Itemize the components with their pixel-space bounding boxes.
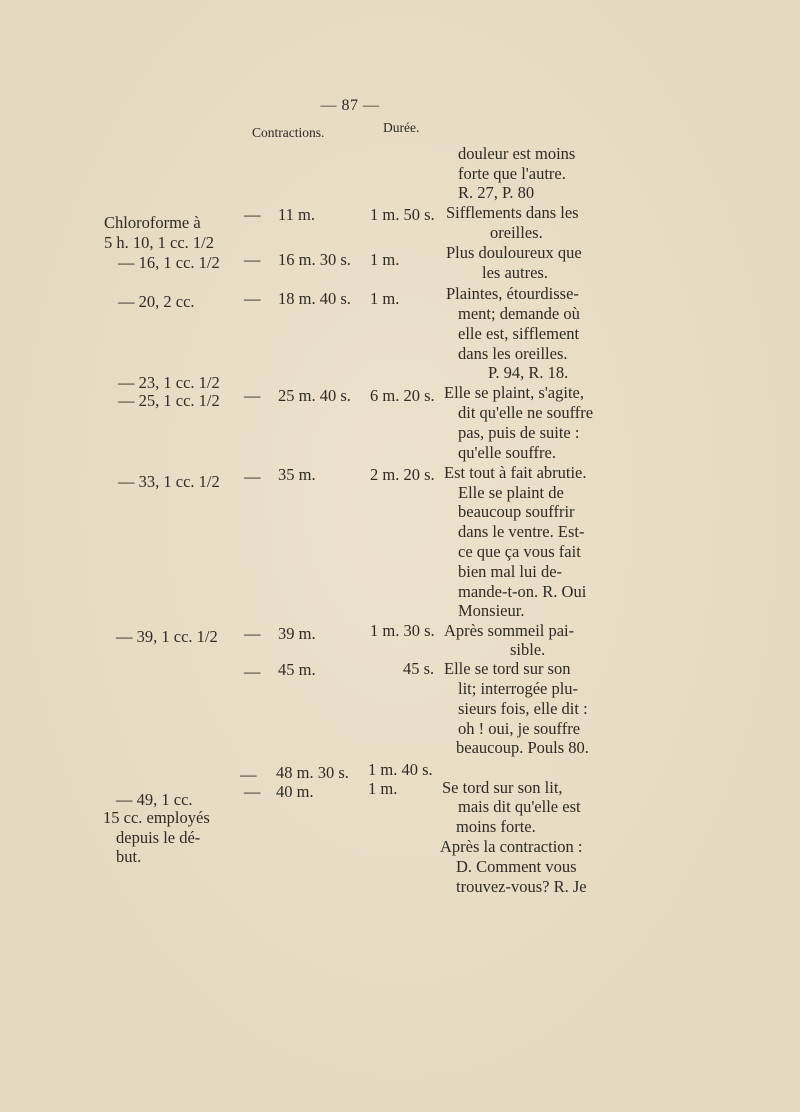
remark-line: Sifflements dans les: [446, 203, 579, 222]
remark-line: ce que ça vous fait: [458, 542, 581, 561]
separator-dash: —: [244, 250, 261, 269]
separator-dash: —: [244, 386, 261, 405]
separator-dash: —: [244, 289, 261, 308]
contraction-time: 18 m. 40 s.: [278, 289, 351, 308]
remark-line: Après la contraction :: [440, 837, 583, 856]
duration-value: 2 m. 20 s.: [370, 465, 435, 484]
remark-line: Elle se tord sur son: [444, 659, 571, 678]
dose-label: 5 h. 10, 1 cc. 1/2: [104, 233, 214, 252]
separator-dash: —: [244, 467, 261, 486]
duration-value: 1 m. 50 s.: [370, 205, 435, 224]
remark-line: Monsieur.: [458, 601, 525, 620]
dose-label: Chloroforme à: [104, 213, 201, 232]
remark-line: bien mal lui de-: [458, 562, 563, 581]
contraction-time: 45 m.: [278, 660, 316, 679]
remark-line: dit qu'elle ne souffre: [458, 403, 594, 422]
remark-line: Après sommeil pai-: [444, 621, 575, 640]
duration-value: 1 m.: [368, 779, 398, 798]
contraction-time: 39 m.: [278, 624, 316, 643]
remark-line: sieurs fois, elle dit :: [458, 699, 588, 718]
remark-line: lit; interrogée plu-: [458, 679, 579, 698]
separator-dash: —: [244, 205, 261, 224]
duration-value: 1 m.: [370, 250, 400, 269]
dose-label: — 33, 1 cc. 1/2: [118, 472, 220, 491]
duration-value: 45 s.: [403, 659, 435, 678]
contraction-time: 35 m.: [278, 465, 316, 484]
remark-line: mais dit qu'elle est: [458, 797, 581, 816]
separator-dash: —: [244, 624, 261, 643]
remark-line: Plus douloureux que: [446, 243, 582, 262]
remark-line: oreilles.: [490, 223, 543, 242]
dose-label: — 16, 1 cc. 1/2: [118, 253, 220, 272]
dose-label: 15 cc. employés: [103, 808, 210, 827]
remark-line: D. Comment vous: [456, 857, 577, 876]
remark-line: sible.: [510, 640, 546, 659]
remark-line: beaucoup souffrir: [458, 502, 575, 521]
contraction-time: 16 m. 30 s.: [278, 250, 351, 269]
contraction-time: 48 m. 30 s.: [276, 763, 349, 782]
remark-line: qu'elle souffre.: [458, 443, 556, 462]
separator-dash: —: [240, 765, 257, 784]
remark-line: forte que l'autre.: [458, 164, 566, 183]
duration-value: 1 m. 30 s.: [370, 621, 435, 640]
remark-line: elle est, sifflement: [458, 324, 580, 343]
dose-label: depuis le dé-: [116, 828, 201, 847]
remark-line: ment; demande où: [458, 304, 580, 323]
separator-dash: —: [244, 662, 261, 681]
remark-line: les autres.: [482, 263, 548, 282]
remark-line: Elle se plaint, s'agite,: [444, 383, 584, 402]
contraction-time: 40 m.: [276, 782, 314, 801]
dose-label: — 49, 1 cc.: [116, 790, 193, 809]
dose-label: but.: [116, 847, 142, 866]
remark-line: pas, puis de suite :: [458, 423, 580, 442]
remark-line: Se tord sur son lit,: [442, 778, 563, 797]
remark-line: dans le ventre. Est-: [458, 522, 585, 541]
remark-line: P. 94, R. 18.: [488, 363, 569, 382]
separator-dash: —: [244, 782, 261, 801]
remark-line: dans les oreilles.: [458, 344, 568, 363]
header-duree: Durée.: [383, 120, 420, 135]
remark-line: R. 27, P. 80: [458, 183, 535, 202]
page-number: — 87 —: [320, 97, 380, 114]
remark-line: Elle se plaint de: [458, 483, 564, 502]
duration-value: 1 m.: [370, 289, 400, 308]
dose-label: — 23, 1 cc. 1/2: [118, 373, 220, 392]
remark-line: douleur est moins: [458, 144, 576, 163]
remark-line: beaucoup. Pouls 80.: [456, 738, 589, 757]
dose-label: — 25, 1 cc. 1/2: [118, 391, 220, 410]
remark-line: trouvez-vous? R. Je: [456, 877, 587, 896]
remark-line: oh ! oui, je souffre: [458, 719, 581, 738]
header-contractions: Contractions.: [252, 125, 325, 140]
remark-line: Est tout à fait abrutie.: [444, 463, 587, 482]
duration-value: 1 m. 40 s.: [368, 760, 433, 779]
dose-label: — 39, 1 cc. 1/2: [116, 627, 218, 646]
remark-line: Plaintes, étourdisse-: [446, 284, 579, 303]
contraction-time: 25 m. 40 s.: [278, 386, 351, 405]
duration-value: 6 m. 20 s.: [370, 386, 435, 405]
dose-label: — 20, 2 cc.: [118, 292, 195, 311]
remark-line: mande-t-on. R. Oui: [458, 582, 587, 601]
contraction-time: 11 m.: [278, 205, 315, 224]
remark-line: moins forte.: [456, 817, 536, 836]
